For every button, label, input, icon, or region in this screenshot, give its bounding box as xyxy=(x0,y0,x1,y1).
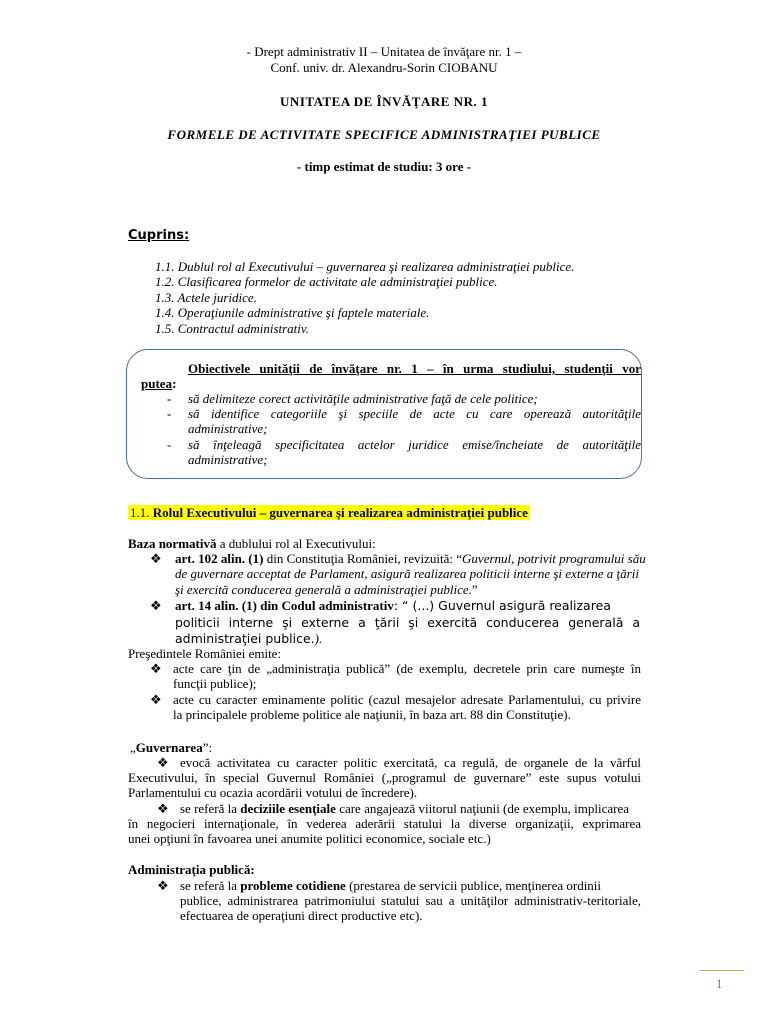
art102-ref: art. 102 alin. (1) xyxy=(175,551,264,566)
objectives-heading-text: Obiectivele unităţii de învăţare nr. 1 – în urma studiului, studenţii vor xyxy=(188,361,641,376)
guvernarea-close: ”: xyxy=(202,740,213,755)
art14-cont: politicii interne şi externe a ţării şi exercită conducerea generală a xyxy=(175,615,640,630)
guvernarea-b2-rest: care angajează viitorul naţiunii (de exemplu, implicarea xyxy=(335,801,630,816)
presedinte-intro: Preşedintele României emite: xyxy=(128,646,282,661)
administratia-b1-bold: probleme cotidiene xyxy=(240,878,346,893)
guvernarea-bullet-1: evocă activitatea cu caracter politic exercitată, ca regulă, de organele de la vârful xyxy=(180,755,641,770)
contents-item: 1.3. Actele juridice. xyxy=(155,290,257,305)
presedinte-bullet-2: acte cu caracter eminamente politic (cazul mesajelor adresate Parlamentului, cu privire xyxy=(173,692,641,707)
presedinte-bullet-1: acte care ţin de „administraţia publică” (de exemplu, decretele prin care numeşte în xyxy=(173,661,641,676)
contents-heading: Cuprins: xyxy=(128,228,190,243)
bullet-icon: ❖ xyxy=(157,755,169,770)
guvernarea-b2-pre: se referă la xyxy=(180,801,241,816)
baza-bullet-1 xyxy=(175,551,646,566)
art102-quote-last: şi exercită conducerea generală a administraţiei publice. xyxy=(175,582,472,597)
time-estimate: - timp estimat de studiu: 3 ore - xyxy=(296,159,472,174)
art14-ref: art. 14 alin. (1) din Codul administrativ xyxy=(175,598,394,613)
contents-item: 1.4. Operaţiunile administrative şi faptele materiale. xyxy=(155,305,430,320)
guvernarea-heading xyxy=(130,740,212,755)
administratia-bullet-1-cont: publice, administrarea patrimoniului statului sau a unităţilor administrativ-teritoriale, xyxy=(180,893,641,908)
administratia-bullet-1 xyxy=(180,878,641,893)
administratia-heading: Administraţia publică: xyxy=(128,862,255,877)
bullet-icon: ❖ xyxy=(150,692,162,707)
objective-item-cont: administrative; xyxy=(188,452,268,467)
objective-item: să identifice categoriile şi speciile de acte cu care operează autorităţile xyxy=(188,406,641,421)
unit-title: UNITATEA DE ÎNVĂŢARE NR. 1 xyxy=(280,94,488,109)
page-number-rule xyxy=(700,970,744,971)
guvernarea-b2-bold: deciziile esenţiale xyxy=(240,801,336,816)
guvernarea-label: Guvernarea xyxy=(135,740,203,755)
contents-item: 1.2. Clasificarea formelor de activitate ale administraţiei publice. xyxy=(155,274,498,289)
objective-item: să delimiteze corect activităţile administrative faţă de cele politice; xyxy=(188,391,538,406)
guvernarea-bullet-1-cont: Executivului, în special Guvernul României („programul de guvernare” este supus votului xyxy=(128,770,641,785)
bullet-icon: ❖ xyxy=(157,878,169,893)
art102-rest: din Constituţia României, revizuită: “ xyxy=(263,551,463,566)
guvernarea-bullet-2-cont: în negocieri internaţionale, în vederea aderării statului la diverse organizaţii, exprimarea xyxy=(128,816,641,831)
baza-normativa-rest: a dublului rol al Executivului: xyxy=(216,536,376,551)
contents-item: 1.5. Contractul administrativ. xyxy=(155,321,309,336)
objectives-heading-colon: : xyxy=(172,376,177,391)
art102-quote: Guvernul, potrivit programului său xyxy=(462,551,646,566)
objective-dash: - xyxy=(167,437,172,452)
bullet-icon: ❖ xyxy=(150,661,162,676)
guvernarea-bullet-2 xyxy=(180,801,641,816)
administratia-b1-pre: se referă la xyxy=(180,878,241,893)
objective-dash: - xyxy=(167,391,172,406)
page-number: 1 xyxy=(716,976,723,991)
presedinte-bullet-1-cont: funcţii publice); xyxy=(173,676,257,691)
art102-quote-end xyxy=(175,582,478,597)
section-number: 1.1. xyxy=(130,505,153,520)
objective-item: să înţeleagă specificitatea actelor juridice emise/încheiate de autorităţile xyxy=(188,437,641,452)
art14-end xyxy=(175,631,322,646)
bullet-icon: ❖ xyxy=(150,598,162,613)
art14-rest: : “ (...) Guvernul asigură realizarea xyxy=(393,598,611,613)
objective-item-cont: administrative; xyxy=(188,421,268,436)
guvernarea-open: „ xyxy=(130,740,136,755)
section-title: Rolul Executivului – guvernarea şi realizarea administraţiei publice xyxy=(152,505,528,520)
objectives-heading-word: putea xyxy=(141,376,173,391)
administratia-b1-rest: (prestarea de servicii publice, menţinerea ordinii xyxy=(345,878,602,893)
presedinte-bullet-2-cont: la principalele probleme politice ale naţiunii, în baza art. 88 din Constituţie). xyxy=(173,707,571,722)
baza-bullet-2 xyxy=(175,598,611,613)
art102-quote-cont: de guvernare acceptat de Parlament, asigură realizarea politicii interne şi externe a ţării xyxy=(175,566,639,581)
header-author-line: Conf. univ. dr. Alexandru-Sorin CIOBANU xyxy=(270,60,498,75)
art14-close: ). xyxy=(314,631,323,646)
objectives-heading-end xyxy=(141,376,176,391)
header-course-line: - Drept administrativ II – Unitatea de învăţare nr. 1 – xyxy=(246,44,522,59)
section-heading xyxy=(128,505,530,520)
baza-normativa-label: Baza normativă xyxy=(128,536,217,551)
objective-dash: - xyxy=(167,406,172,421)
art102-close: ” xyxy=(471,582,478,597)
guvernarea-bullet-1-end: Parlamentului cu ocazia acordării votului de încredere). xyxy=(128,785,418,800)
bullet-icon: ❖ xyxy=(150,551,162,566)
unit-subtitle: FORMELE DE ACTIVITATE SPECIFICE ADMINISTRAŢIEI PUBLICE xyxy=(167,127,601,142)
guvernarea-bullet-2-end: unei opţiuni în favoarea unei anumite politici economice, sociale etc.) xyxy=(128,831,491,846)
bullet-icon: ❖ xyxy=(157,801,169,816)
contents-item: 1.1. Dublul rol al Executivului – guvernarea şi realizarea administraţiei publice. xyxy=(155,259,575,274)
objectives-heading xyxy=(188,361,641,376)
art14-last: administraţiei publice. xyxy=(175,631,315,646)
baza-normativa-line xyxy=(128,536,376,551)
administratia-bullet-1-end: efectuarea de operaţiuni direct productive etc). xyxy=(180,908,423,923)
